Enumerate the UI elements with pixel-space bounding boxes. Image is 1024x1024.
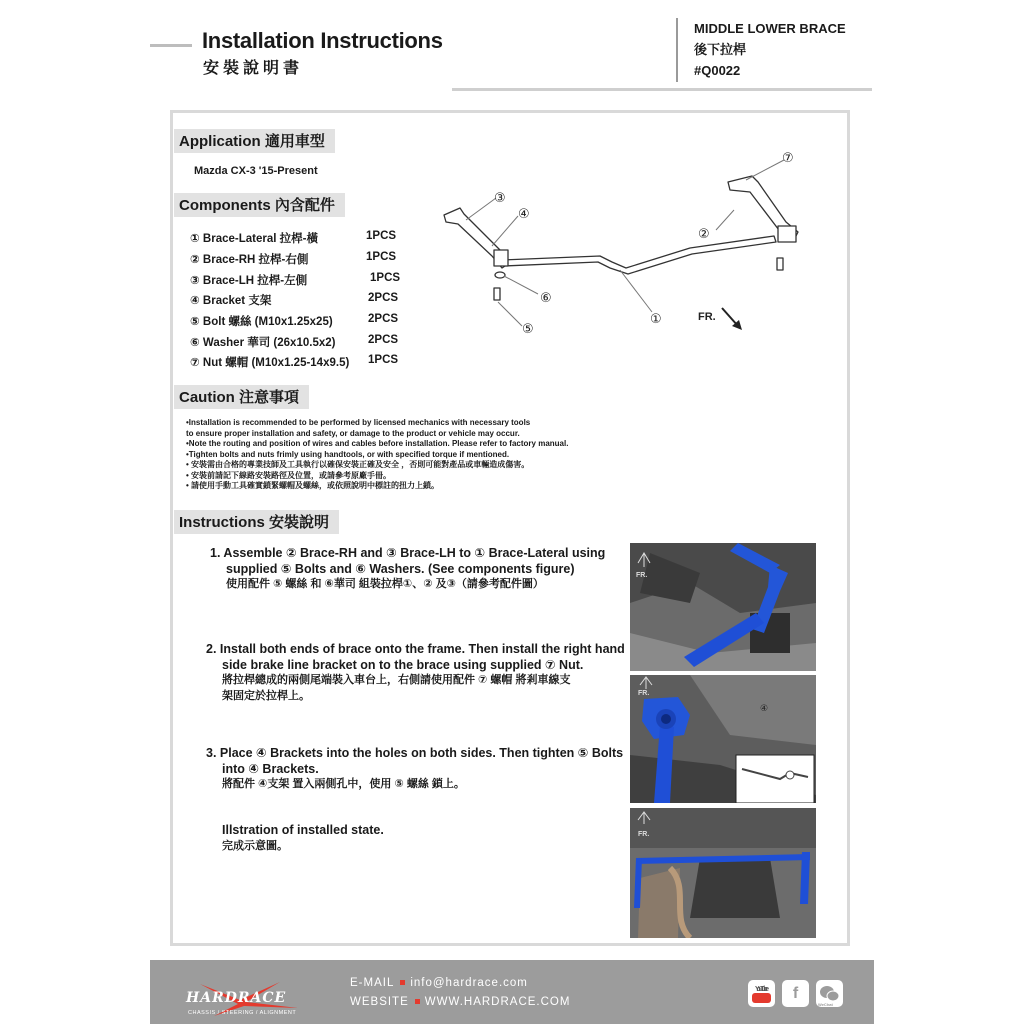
component-item (190, 313, 399, 329)
caution-line: •Installation is recommended to be performed by licensed mechanics with necessary tools (186, 418, 531, 427)
callout-7: ⑦ (782, 151, 794, 166)
caption-text-zh: 完成示意圖。 (222, 839, 288, 852)
step-text: 2. Install both ends of brace onto the frame. Then install the right hand (206, 642, 625, 656)
callout-2: ② (698, 227, 710, 242)
step-text: 1. Assemble ② Brace-RH and ③ Brace-LH to ① Brace-Lateral using (210, 546, 606, 560)
caution-line: •Tighten bolts and nuts frimly using handtools, or with specified torque if mentioned. (186, 449, 510, 459)
step-text-zh: 使用配件 ⑤ 螺絲 和 ⑥華司 組裝拉桿①、② 及③（請參考配件圖） (226, 578, 544, 590)
instructions-heading-zh: 安裝說明 (269, 513, 330, 531)
product-code: #Q0022 (694, 63, 741, 78)
hardrace-logo (180, 978, 320, 1018)
fr-label: FR. (698, 311, 716, 323)
email-line (350, 977, 528, 989)
fr-arrow-icon (722, 308, 742, 330)
product-name-zh: 後下拉桿 (694, 42, 747, 57)
component-label: ② Brace-RH 拉桿-右側 (190, 254, 309, 266)
leader-line (746, 160, 784, 180)
component-qty: 1PCS (366, 230, 397, 242)
caution-heading-zh: 注意事項 (239, 388, 300, 406)
installed-state-caption (222, 823, 384, 854)
application-heading (174, 129, 335, 153)
photo-callout-4: ④ (760, 704, 769, 714)
washer-part (495, 272, 505, 278)
component-item (190, 251, 397, 267)
wechat-label: WeChat (818, 1002, 833, 1007)
header-divider (452, 88, 872, 91)
leader-line (620, 270, 652, 312)
component-item (190, 230, 397, 246)
components-heading-zh: 內含配件 (274, 196, 335, 214)
wechat-icon[interactable] (816, 980, 843, 1007)
email-link[interactable]: info@hardrace.com (410, 977, 528, 989)
step-text: into ④ Brackets. (222, 761, 319, 776)
bolt-part (494, 288, 500, 300)
component-qty: 1PCS (370, 272, 401, 284)
photo-fr-label: FR. (638, 831, 650, 838)
caution-list (186, 418, 568, 492)
website-label: WEBSITE (350, 996, 409, 1008)
product-name: MIDDLE LOWER BRACE (694, 21, 846, 36)
component-label: ⑤ Bolt 螺絲 (M10x1.25x25) (190, 316, 333, 328)
component-label: ③ Brace-LH 拉桿-左側 (190, 275, 308, 287)
application-heading-en: Application (179, 133, 261, 150)
callout-3: ③ (494, 191, 506, 206)
leader-line (504, 276, 538, 294)
page-subtitle: 安裝說明書 (203, 58, 304, 77)
callout-6: ⑥ (540, 291, 552, 306)
caption-text: Illstration of installed state. (222, 823, 384, 837)
brand-tagline: CHASSIS / STEERING / ALIGNMENT (188, 1010, 297, 1016)
facebook-glyph: f (792, 985, 799, 1002)
leader-line (466, 198, 496, 220)
leader-line (498, 302, 522, 326)
components-diagram (430, 140, 830, 350)
leader-line (716, 210, 734, 230)
component-qty: 2PCS (368, 334, 399, 346)
instructions-heading-en: Instructions (179, 514, 265, 531)
components-heading-en: Components (179, 197, 271, 214)
step-text: supplied ⑤ Bolts and ⑥ Washers. (See components figure) (226, 561, 575, 576)
step-text-zh: 架固定於拉桿上。 (222, 689, 310, 702)
callout-4: ④ (518, 207, 530, 222)
photo-fr-label: FR. (638, 690, 650, 697)
caution-line: to ensure proper installation and safety, or damage to the product or vehicle may occur. (186, 428, 520, 438)
header-accent-line (150, 44, 192, 47)
vehicle-fitment: Mazda CX-3 '15-Present (194, 165, 318, 177)
step-2-photo (630, 675, 816, 803)
callout-5: ⑤ (522, 322, 534, 337)
component-qty: 2PCS (368, 313, 399, 325)
component-item (190, 292, 399, 308)
caution-line: • 安裝前請記下線路安裝路徑及位置，或請參考原廠手冊。 (186, 470, 392, 480)
step-text: side brake line bracket on to the brace using supplied ⑦ Nut. (222, 657, 584, 672)
bracket-right-part (778, 226, 796, 242)
instruction-step-3 (206, 746, 623, 793)
component-item (190, 334, 399, 350)
photo-fr-label: FR. (636, 572, 648, 579)
components-heading (174, 193, 345, 217)
component-item (190, 354, 399, 370)
callout-1: ① (650, 312, 662, 327)
step-text-zh: 將配件 ④支架 置入兩側孔中，使用 ⑤ 螺絲 鎖上。 (222, 778, 465, 790)
website-line (350, 996, 570, 1008)
bullet-square-icon (415, 999, 420, 1004)
page-title: Installation Instructions (202, 28, 443, 53)
instructions-heading (174, 510, 339, 534)
component-qty: 2PCS (368, 292, 399, 304)
caution-line: • 安裝需由合格的專業技師及工具執行以確保安裝正確及安全 ，否則可能對產品或車輛造成傷害。 (186, 460, 530, 469)
component-label: ④ Bracket 支架 (190, 295, 272, 307)
leader-line (492, 216, 518, 246)
caution-line: • 請使用手動工具確實鎖緊螺帽及螺絲，或依照說明中標註的扭力上鎖。 (186, 481, 440, 490)
brand-name: HARDRACE (186, 990, 287, 1006)
installed-state-photo (630, 808, 816, 938)
caution-line: •Note the routing and position of wires and cables before installation. Please refer to factory manual. (186, 439, 569, 448)
component-label: ⑥ Washer 華司 (26x10.5x2) (190, 337, 336, 349)
component-qty: 1PCS (368, 354, 399, 366)
application-heading-zh: 適用車型 (264, 132, 325, 150)
component-qty: 1PCS (366, 251, 397, 263)
step-1-photo (630, 543, 816, 671)
bolt-part (777, 258, 783, 270)
instruction-step-1 (210, 546, 605, 593)
component-item (190, 272, 401, 288)
detail-inset (736, 755, 814, 803)
instruction-step-2 (206, 642, 625, 704)
brace-lateral-part (502, 236, 776, 274)
email-label: E-MAIL (350, 977, 395, 989)
youtube-label: YouTube (755, 986, 769, 993)
footer (150, 960, 874, 1024)
bracket-left-part (494, 250, 508, 266)
step-text-zh: 將拉桿總成的兩側尾端裝入車台上，右側請使用配件 ⑦ 螺帽 將剎車線支 (222, 674, 571, 686)
website-link[interactable]: WWW.HARDRACE.COM (424, 996, 571, 1008)
component-label: ⑦ Nut 螺帽 (M10x1.25-14x9.5) (190, 357, 350, 369)
product-info (676, 18, 846, 82)
component-label: ① Brace-Lateral 拉桿-橫 (190, 233, 318, 245)
facebook-icon[interactable] (782, 980, 809, 1007)
step-text: 3. Place ④ Brackets into the holes on both sides. Then tighten ⑤ Bolts (206, 746, 624, 760)
caution-heading-en: Caution (179, 389, 235, 406)
caution-heading (174, 385, 309, 409)
bullet-square-icon (400, 980, 405, 985)
youtube-icon[interactable] (748, 980, 775, 1007)
